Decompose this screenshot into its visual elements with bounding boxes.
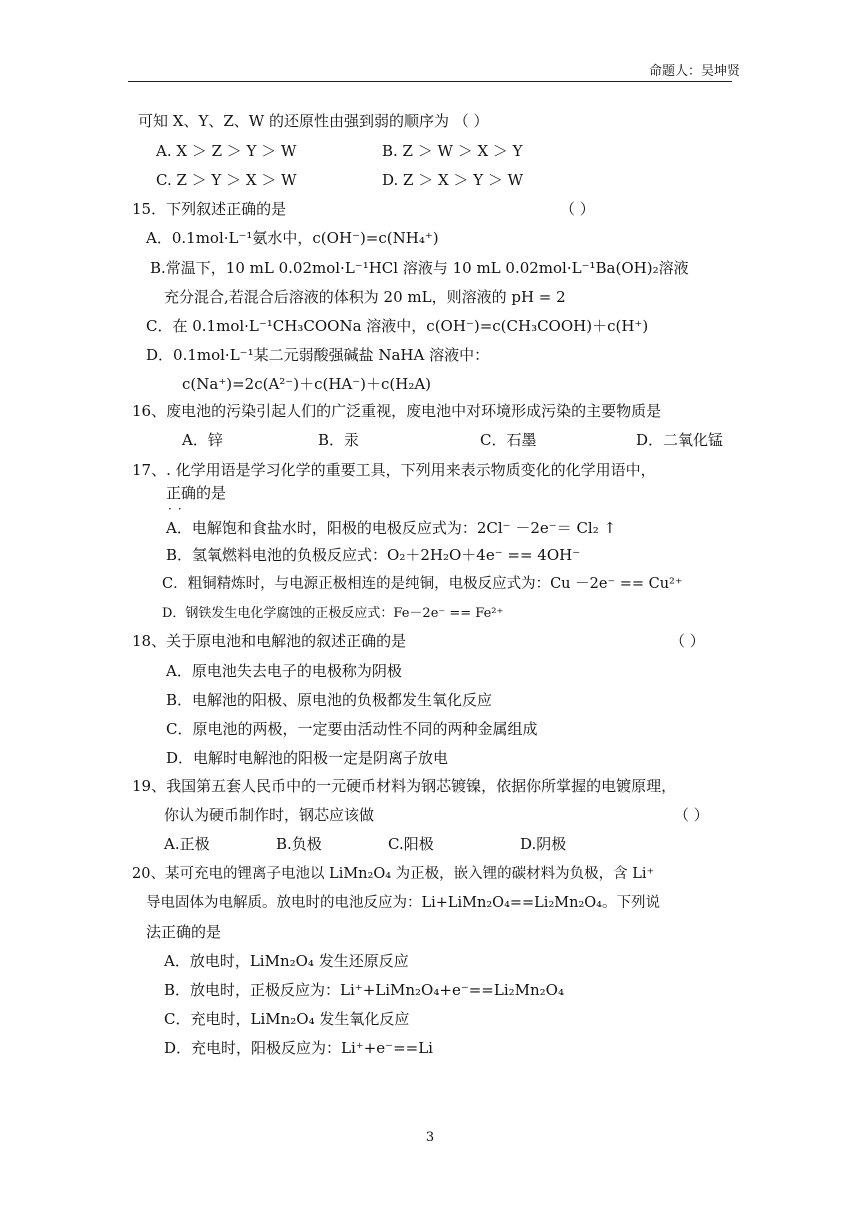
q15-stem: 15．下列叙述正确的是 — [132, 200, 287, 218]
q19-option-a: A.正极 — [164, 835, 210, 853]
q15-answer-blank: （ ） — [560, 200, 595, 218]
q19-answer-blank: （ ） — [674, 806, 709, 824]
q14-option-d: D. Z ＞ X ＞ Y ＞ W — [382, 171, 524, 189]
q20-stem-cont-2: 法正确的是 — [146, 923, 222, 941]
q17-option-c: C．粗铜精炼时，与电源正极相连的是纯铜，电极反应式为：Cu －2e⁻ == Cu²⁺ — [162, 576, 683, 592]
q20-stem: 20、某可充电的锂离子电池以 LiMn₂O₄ 为正极，嵌入锂的碳材料为负极，含 Li⁺ — [132, 866, 655, 882]
q18-option-a: A．原电池失去电子的电极称为阴极 — [166, 662, 402, 680]
q17-option-d: D．钢铁发生电化学腐蚀的正极反应式：Fe－2e⁻ == Fe²⁺ — [162, 606, 504, 621]
q14-option-b: B. Z ＞ W ＞ X ＞ Y — [382, 142, 523, 160]
q19-stem: 19、我国第五套人民币中的一元硬币材料为钢芯镀镍，依据你所掌握的电镀原理， — [132, 777, 677, 795]
q16-option-b: B．汞 — [318, 431, 360, 449]
q16-option-d: D．二氧化锰 — [636, 431, 724, 449]
q17-option-b: B．氢氧燃料电池的负极反应式：O₂＋2H₂O＋4e⁻ == 4OH⁻ — [166, 546, 581, 564]
q19-option-d: D.阴极 — [520, 835, 567, 853]
q18-stem: 18、关于原电池和电解池的叙述正确的是 — [132, 632, 407, 650]
q14-option-a: A. X ＞ Z ＞ Y ＞ W — [156, 142, 297, 160]
q18-answer-blank: （ ） — [670, 632, 705, 650]
q20-stem-cont-1: 导电固体为电解质。放电时的电池反应为：Li+LiMn₂O₄==Li₂Mn₂O₄。下列说 — [146, 895, 660, 911]
header-author: 命题人：吴坤贤 — [648, 64, 740, 79]
q16-stem: 16、废电池的污染引起人们的广泛重视，废电池中对环境形成污染的主要物质是 — [132, 402, 662, 420]
q15-option-c: C．在 0.1mol·L⁻¹CH₃COONa 溶液中，c(OH⁻)=c(CH₃COOH)＋c(H⁺) — [146, 317, 649, 335]
q15-option-a: A．0.1mol·L⁻¹氨水中，c(OH⁻)=c(NH₄⁺) — [146, 229, 439, 247]
q18-option-d: D．电解时电解池的阳极一定是阴离子放电 — [166, 749, 449, 767]
q17-stem-cont: 正确的是 — [166, 484, 227, 502]
q16-option-c: C．石墨 — [480, 431, 537, 449]
q20-option-c: C．充电时，LiMn₂O₄ 发生氧化反应 — [164, 1010, 410, 1028]
q17-option-a: A．电解饱和食盐水时，阳极的电极反应式为：2Cl⁻ －2e⁻＝ Cl₂ ↑ — [166, 519, 617, 537]
q19-option-b: B.负极 — [276, 835, 322, 853]
q14-stem: 可知 X、Y、Z、W 的还原性由强到弱的顺序为 （ ） — [138, 112, 489, 130]
q19-option-c: C.阳极 — [388, 835, 434, 853]
q19-stem-cont: 你认为硬币制作时，钢芯应该做 — [164, 806, 375, 824]
q15-option-b-cont: 充分混合,若混合后溶液的体积为 20 mL，则溶液的 pH = 2 — [164, 288, 566, 306]
emphasis-dots: ·· — [168, 502, 188, 516]
q20-option-d: D．充电时，阳极反应为：Li⁺+e⁻==Li — [164, 1039, 433, 1057]
q15-option-b: B.常温下，10 mL 0.02mol·L⁻¹HCl 溶液与 10 mL 0.02mol·L⁻¹Ba(OH)₂溶液 — [150, 259, 689, 277]
q16-option-a: A．锌 — [182, 431, 223, 449]
header-divider — [128, 81, 732, 82]
q18-option-c: C．原电池的两极，一定要由活动性不同的两种金属组成 — [166, 720, 538, 738]
q15-option-d-cont: c(Na⁺)=2c(A²⁻)＋c(HA⁻)＋c(H₂A) — [182, 375, 432, 393]
q15-option-d: D．0.1mol·L⁻¹某二元弱酸强碱盐 NaHA 溶液中： — [146, 346, 490, 364]
q14-option-c: C. Z ＞ Y ＞ X ＞ W — [156, 171, 297, 189]
q18-option-b: B．电解池的阳极、原电池的负极都发生氧化反应 — [166, 691, 493, 709]
q20-option-b: B．放电时，正极反应为：Li⁺+LiMn₂O₄+e⁻==Li₂Mn₂O₄ — [164, 981, 564, 999]
page-number: 3 — [425, 1130, 435, 1145]
q20-option-a: A．放电时，LiMn₂O₄ 发生还原反应 — [164, 952, 409, 970]
q17-stem: 17、. 化学用语是学习化学的重要工具，下列用来表示物质变化的化学用语中， — [132, 461, 656, 479]
